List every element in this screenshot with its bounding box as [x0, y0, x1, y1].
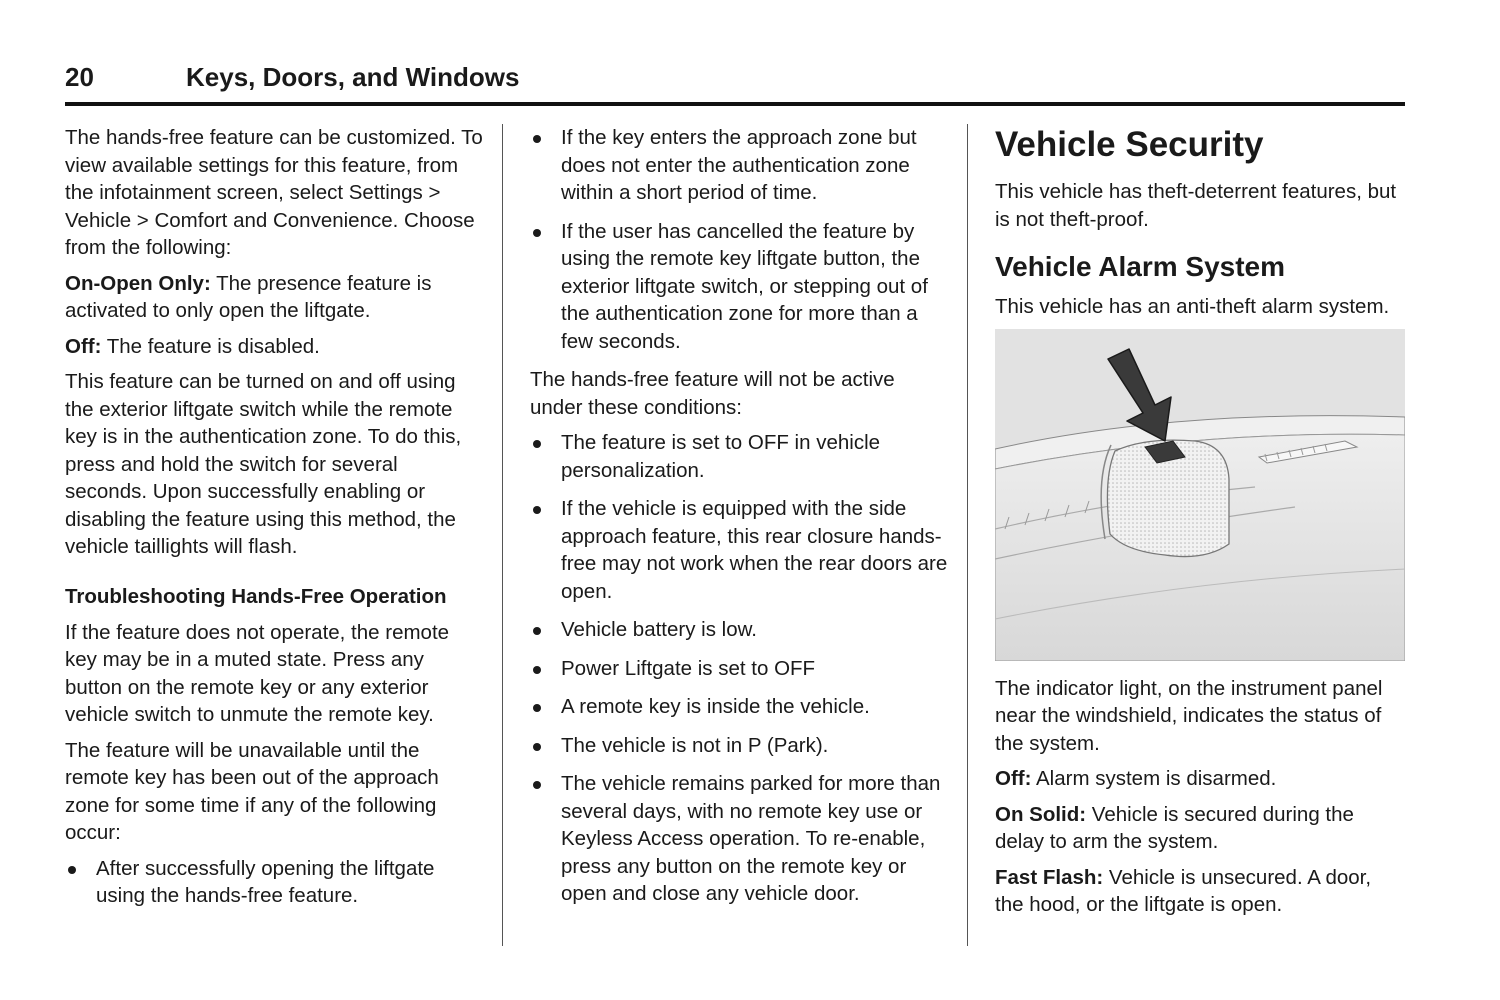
- status-text: Vehicle is unsecured. A door, the hood, or the liftgate is open.: [995, 865, 1372, 916]
- list-item-text: Power Liftgate is set to OFF: [561, 656, 816, 680]
- status-on-solid: [995, 801, 1405, 856]
- column-1: [65, 124, 485, 921]
- column-2: [530, 124, 950, 919]
- list-item: [530, 429, 950, 484]
- header-rule: [65, 102, 1405, 106]
- figure-caption: The indicator light, on the instrument panel near the windshield, indicates the status of the system.: [995, 676, 1383, 755]
- toggle-paragraph: This feature can be turned on and off using the exterior liftgate switch while the remote key is in the authentication zone. To do this, press and hold the switch for several seconds. Upon successfully enabling or disabling the feature using this method, the vehicle taillights will flash.: [65, 370, 462, 558]
- section-title: Vehicle Security: [995, 125, 1264, 164]
- bullet-icon: [533, 440, 541, 448]
- status-term: On Solid:: [995, 802, 1087, 826]
- list-item-text: If the user has cancelled the feature by using the remote key liftgate button, the exterior liftgate switch, or stepping out of the authentication zone for more than a few seconds.: [561, 219, 928, 353]
- option-on-open-only: [65, 270, 485, 325]
- option-off: [65, 333, 485, 361]
- list-item: [530, 218, 950, 356]
- column-divider-2: [967, 124, 968, 946]
- list-item-text: After successfully opening the liftgate using the hands-free feature.: [96, 856, 435, 907]
- page-header: [65, 58, 1405, 106]
- option-term: Off:: [65, 334, 102, 358]
- bullet-icon: [533, 135, 541, 143]
- status-fast-flash: [995, 864, 1405, 919]
- alarm-indicator-figure: [995, 329, 1405, 661]
- bullet-icon: [533, 743, 541, 751]
- status-text: Vehicle is secured during the delay to arm the system.: [995, 802, 1354, 853]
- list-item: [530, 124, 950, 207]
- list-item: [530, 770, 950, 908]
- dashboard-illustration: [995, 329, 1405, 661]
- list-item-text: The feature is set to OFF in vehicle personalization.: [561, 431, 881, 482]
- subsection-intro: This vehicle has an anti-theft alarm system.: [995, 295, 1390, 318]
- bullet-icon: [68, 866, 76, 874]
- not-active-list: [530, 429, 950, 908]
- bullet-icon: [533, 704, 541, 712]
- list-item-text: The vehicle is not in P (Park).: [561, 733, 829, 757]
- list-item: [530, 693, 950, 721]
- list-item-text: A remote key is inside the vehicle.: [561, 695, 870, 718]
- subsection-title: Vehicle Alarm System: [995, 251, 1286, 282]
- option-term: On-Open Only:: [65, 271, 211, 295]
- list-item: [530, 495, 950, 605]
- bullet-icon: [533, 666, 541, 674]
- list-item: [530, 616, 950, 644]
- section-intro: This vehicle has theft-deterrent features, but is not theft-proof.: [995, 180, 1397, 231]
- bullet-icon: [533, 506, 541, 514]
- list-item-text: If the key enters the approach zone but does not enter the authentication zone within a short period of time.: [561, 126, 917, 204]
- troubleshooting-paragraph-2: The feature will be unavailable until the remote key has been out of the approach zone for some time if any of the following occur:: [65, 738, 439, 844]
- bullet-icon: [533, 627, 541, 635]
- column-3: [995, 124, 1405, 927]
- status-off: [995, 765, 1405, 793]
- status-text: Alarm system is disarmed.: [1031, 767, 1277, 790]
- page-number: 20: [65, 62, 94, 92]
- column-divider-1: [502, 124, 503, 946]
- intro-paragraph: The hands-free feature can be customized. To view available settings for this feature, from the infotainment screen, select Settings > Vehicle > Comfort and Convenience. Choose from the following:: [65, 126, 483, 259]
- chapter-title: Keys, Doors, and Windows: [186, 62, 520, 92]
- list-item-text: Vehicle battery is low.: [561, 618, 757, 641]
- list-item: [530, 655, 950, 683]
- bullet-icon: [533, 229, 541, 237]
- status-term: Fast Flash:: [995, 865, 1104, 889]
- status-term: Off:: [995, 767, 1032, 790]
- unavailable-list-continued: [530, 124, 950, 355]
- option-text: The feature is disabled.: [101, 334, 320, 358]
- bullet-icon: [533, 781, 541, 789]
- troubleshooting-paragraph-1: If the feature does not operate, the remote key may be in a muted state. Press any button on the remote key or any exterior vehicle switch to unmute the remote key.: [65, 620, 450, 726]
- list-item-text: The vehicle remains parked for more than several days, with no remote key use or Keyless Access operation. To re-enable, press any button on the remote key or open and close any vehicle door.: [561, 772, 941, 905]
- list-item-text: If the vehicle is equipped with the side approach feature, this rear closure hands-free may not work when the rear doors are open.: [561, 497, 948, 603]
- troubleshooting-heading: Troubleshooting Hands-Free Operation: [65, 584, 447, 608]
- unavailable-list: [65, 855, 485, 910]
- list-item: [530, 732, 950, 760]
- option-text: The presence feature is activated to only open the liftgate.: [65, 271, 432, 322]
- list-item: [65, 855, 485, 910]
- not-active-intro: The hands-free feature will not be active under these conditions:: [530, 368, 895, 419]
